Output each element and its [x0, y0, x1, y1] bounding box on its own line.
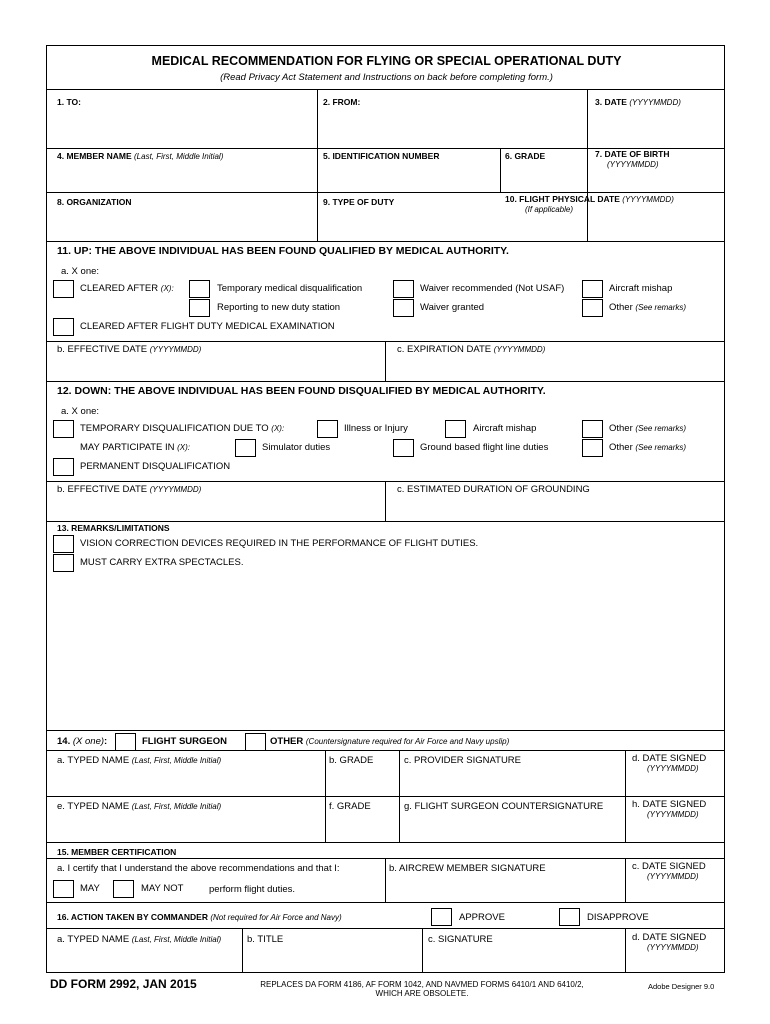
vision-checkbox[interactable]	[53, 535, 74, 553]
may-label: MAY	[80, 883, 100, 894]
commander-signature-field[interactable]	[424, 945, 623, 972]
typed-name-a-label: a. TYPED NAME (Last, First, Middle Initial)	[57, 755, 222, 766]
dob-format: (YYYYMMDD)	[607, 160, 659, 169]
typed-name-e-label: e. TYPED NAME (Last, First, Middle Initial)	[57, 801, 222, 812]
illness-label: Illness or Injury	[344, 423, 408, 434]
waiver-recommended-checkbox[interactable]	[393, 280, 414, 298]
down-aircraft-mishap-label: Aircraft mishap	[473, 423, 537, 434]
id-number-label: 5. IDENTIFICATION NUMBER	[323, 151, 440, 161]
down-other-label-1: Other (See remarks)	[609, 423, 687, 434]
ground-based-label: Ground based flight line duties	[420, 442, 549, 453]
date-signed-h-format: (YYYYMMDD)	[647, 810, 699, 819]
temp-due-label: TEMPORARY DISQUALIFICATION DUE TO (X):	[80, 423, 285, 434]
grade-f-field[interactable]	[327, 812, 397, 841]
date-signed-d-label: d. DATE SIGNED	[632, 753, 707, 764]
signer-type-label: 14. (X one):	[57, 736, 108, 747]
grade-b-label: b. GRADE	[329, 755, 374, 766]
permanent-label: PERMANENT DISQUALIFICATION	[80, 461, 231, 472]
estimated-duration-field[interactable]	[387, 496, 723, 520]
approve-checkbox[interactable]	[431, 908, 452, 926]
commander-date-signed-field[interactable]	[627, 953, 723, 972]
up-aircraft-mishap-label: Aircraft mishap	[609, 283, 673, 294]
form-subtitle: (Read Privacy Act Statement and Instructions on back before completing form.)	[220, 72, 553, 83]
down-effective-date-field[interactable]	[49, 496, 383, 520]
organization-label: 8. ORGANIZATION	[57, 197, 132, 207]
replaces-note-2: WHICH ARE OBSOLETE.	[375, 989, 469, 998]
form-id: DD FORM 2992, JAN 2015	[50, 977, 197, 991]
commander-title-field[interactable]	[244, 945, 420, 972]
certify-text: a. I certify that I understand the above recommendations and that I:	[57, 863, 340, 874]
may-not-checkbox[interactable]	[113, 880, 134, 898]
id-number-field[interactable]	[319, 162, 499, 191]
other-signer-label: OTHER (Countersignature required for Air Force and Navy upslip)	[270, 736, 510, 747]
typed-name-e-field[interactable]	[49, 812, 323, 841]
member-name-field[interactable]	[49, 162, 315, 191]
expiration-date-label: c. EXPIRATION DATE (YYYYMMDD)	[397, 344, 546, 355]
to-field[interactable]	[49, 108, 315, 148]
provider-signature-field[interactable]	[401, 766, 623, 795]
cleared-after-label: CLEARED AFTER (X):	[80, 283, 174, 294]
form-title: MEDICAL RECOMMENDATION FOR FLYING OR SPECIAL OPERATIONAL DUTY	[151, 54, 622, 68]
illness-checkbox[interactable]	[317, 420, 338, 438]
commander-heading: 16. ACTION TAKEN BY COMMANDER (Not required for Air Force and Navy)	[57, 912, 342, 922]
commander-title-label: b. TITLE	[247, 934, 284, 945]
designer-note: Adobe Designer 9.0	[648, 982, 715, 991]
surgeon-countersignature-label: g. FLIGHT SURGEON COUNTERSIGNATURE	[404, 801, 604, 812]
flight-physical-hint: (If applicable)	[525, 205, 574, 214]
commander-signature-label: c. SIGNATURE	[428, 934, 493, 945]
dd-form-2992	[46, 45, 725, 973]
to-label: 1. TO:	[57, 97, 81, 107]
replaces-note-1: REPLACES DA FORM 4186, AF FORM 1042, AND NAVMED FORMS 6410/1 AND 6410/2,	[260, 980, 584, 989]
disapprove-label: DISAPPROVE	[587, 912, 649, 923]
up-effective-date-label: b. EFFECTIVE DATE (YYYYMMDD)	[57, 344, 202, 355]
from-field[interactable]	[319, 108, 585, 148]
perform-text: perform flight duties.	[209, 884, 296, 895]
flight-physical-label: 10. FLIGHT PHYSICAL DATE (YYYYMMDD)	[505, 194, 674, 204]
up-other-checkbox[interactable]	[582, 299, 603, 317]
simulator-label: Simulator duties	[262, 442, 331, 453]
down-x-one: a. X one:	[61, 406, 100, 417]
disapprove-checkbox[interactable]	[559, 908, 580, 926]
grade-label: 6. GRADE	[505, 151, 546, 161]
grade-f-label: f. GRADE	[329, 801, 371, 812]
provider-signature-label: c. PROVIDER SIGNATURE	[404, 755, 522, 766]
may-checkbox[interactable]	[53, 880, 74, 898]
dob-field[interactable]	[589, 170, 723, 191]
down-other-checkbox-2[interactable]	[582, 439, 603, 457]
date-signed-h-label: h. DATE SIGNED	[632, 799, 707, 810]
spectacles-label: MUST CARRY EXTRA SPECTACLES.	[80, 557, 244, 568]
reporting-checkbox[interactable]	[189, 299, 210, 317]
spectacles-checkbox[interactable]	[53, 554, 74, 572]
cleared-after-checkbox[interactable]	[53, 280, 74, 298]
waiver-granted-label: Waiver granted	[420, 302, 485, 313]
down-other-label-2: Other (See remarks)	[609, 442, 687, 453]
dob-label: 7. DATE OF BIRTH	[595, 149, 670, 159]
grade-b-field[interactable]	[327, 766, 397, 795]
vision-label: VISION CORRECTION DEVICES REQUIRED IN THE PERFORMANCE OF FLIGHT DUTIES.	[80, 538, 479, 549]
flight-surgeon-label: FLIGHT SURGEON	[142, 736, 227, 747]
temp-due-checkbox[interactable]	[53, 420, 74, 438]
permanent-checkbox[interactable]	[53, 458, 74, 476]
estimated-duration-label: c. ESTIMATED DURATION OF GROUNDING	[397, 484, 590, 495]
expiration-date-field[interactable]	[387, 356, 723, 380]
up-heading: 11. UP: THE ABOVE INDIVIDUAL HAS BEEN FOUND QUALIFIED BY MEDICAL AUTHORITY.	[57, 245, 509, 257]
remarks-field[interactable]	[49, 576, 723, 728]
date-signed-h-field[interactable]	[627, 820, 723, 841]
flight-physical-field[interactable]	[589, 216, 723, 240]
cleared-flight-exam-label: CLEARED AFTER FLIGHT DUTY MEDICAL EXAMINATION	[80, 321, 335, 332]
temp-disq-checkbox[interactable]	[189, 280, 210, 298]
member-cert-heading: 15. MEMBER CERTIFICATION	[57, 847, 177, 857]
aircrew-signature-field[interactable]	[387, 874, 623, 901]
remarks-heading: 13. REMARKS/LIMITATIONS	[57, 523, 170, 533]
up-effective-date-field[interactable]	[49, 356, 383, 380]
waiver-recommended-label: Waiver recommended (Not USAF)	[420, 283, 565, 294]
date-field[interactable]	[589, 108, 723, 148]
grade-field[interactable]	[502, 162, 586, 191]
up-aircraft-mishap-checkbox[interactable]	[582, 280, 603, 298]
simulator-checkbox[interactable]	[235, 439, 256, 457]
may-participate-label: MAY PARTICIPATE IN (X):	[80, 442, 191, 453]
typed-name-a-field[interactable]	[49, 766, 323, 795]
commander-date-signed-format: (YYYYMMDD)	[647, 943, 699, 952]
type-of-duty-label: 9. TYPE OF DUTY	[323, 197, 395, 207]
aircrew-signature-label: b. AIRCREW MEMBER SIGNATURE	[389, 863, 546, 874]
commander-date-signed-label: d. DATE SIGNED	[632, 932, 707, 943]
down-heading: 12. DOWN: THE ABOVE INDIVIDUAL HAS BEEN FOUND DISQUALIFIED BY MEDICAL AUTHORITY.	[57, 385, 546, 397]
other-signer-checkbox[interactable]	[245, 733, 266, 751]
may-not-label: MAY NOT	[141, 883, 184, 894]
surgeon-countersignature-field[interactable]	[401, 812, 623, 841]
ground-based-checkbox[interactable]	[393, 439, 414, 457]
member-date-signed-format: (YYYYMMDD)	[647, 872, 699, 881]
temp-disq-label: Temporary medical disqualification	[217, 283, 363, 294]
up-other-label: Other (See remarks)	[609, 302, 687, 313]
flight-surgeon-checkbox[interactable]	[115, 733, 136, 751]
date-signed-d-format: (YYYYMMDD)	[647, 764, 699, 773]
commander-name-label: a. TYPED NAME (Last, First, Middle Initial)	[57, 934, 222, 945]
member-date-signed-label: c. DATE SIGNED	[632, 861, 706, 872]
approve-label: APPROVE	[459, 912, 505, 923]
waiver-granted-checkbox[interactable]	[393, 299, 414, 317]
member-name-label: 4. MEMBER NAME (Last, First, Middle Initial)	[57, 151, 224, 161]
down-effective-date-label: b. EFFECTIVE DATE (YYYYMMDD)	[57, 484, 202, 495]
down-other-checkbox-1[interactable]	[582, 420, 603, 438]
member-date-signed-field[interactable]	[627, 882, 723, 901]
date-label: 3. DATE (YYYYMMDD)	[595, 97, 681, 107]
down-aircraft-mishap-checkbox[interactable]	[445, 420, 466, 438]
date-signed-d-field[interactable]	[627, 774, 723, 795]
from-label: 2. FROM:	[323, 97, 361, 107]
reporting-label: Reporting to new duty station	[217, 302, 341, 313]
organization-field[interactable]	[49, 208, 315, 240]
commander-name-field[interactable]	[49, 945, 240, 972]
cleared-flight-exam-checkbox[interactable]	[53, 318, 74, 336]
up-x-one: a. X one:	[61, 266, 100, 277]
